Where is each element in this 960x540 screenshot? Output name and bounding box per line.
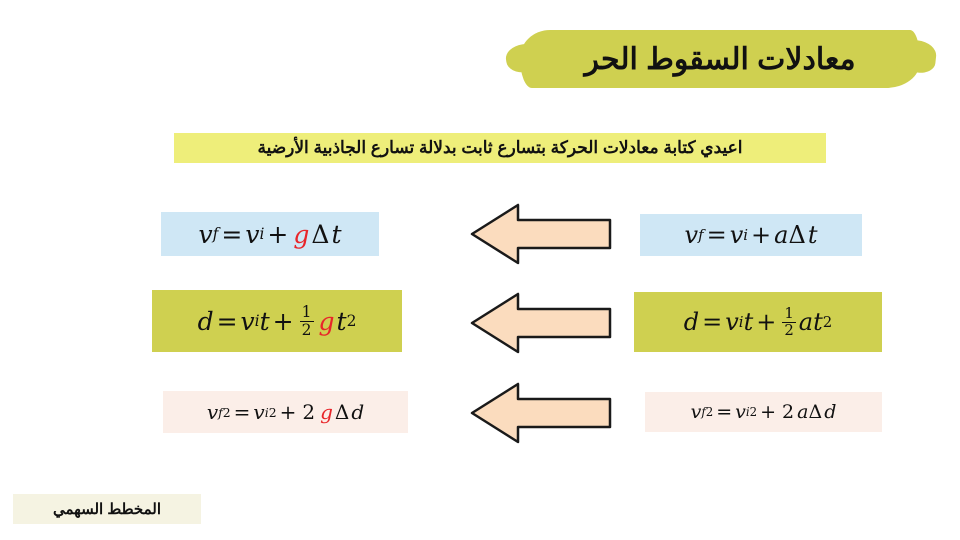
subscript-f: f: [212, 225, 219, 243]
symbol-g: g: [293, 219, 310, 249]
symbol-a: a: [798, 308, 814, 336]
symbol-a: a: [797, 401, 809, 423]
title-banner: [520, 30, 920, 88]
symbol-v: v: [735, 401, 746, 423]
exponent-two: 2: [346, 312, 357, 330]
symbol-plus: +: [267, 219, 289, 249]
symbol-t: t: [259, 306, 270, 336]
symbol-equals: =: [233, 400, 251, 424]
exponent-two: 2: [749, 405, 758, 419]
left-arrow-icon: [470, 203, 612, 265]
exponent-two: 2: [222, 404, 231, 420]
symbol-t: t: [331, 219, 342, 249]
symbol-g: g: [320, 400, 333, 424]
coefficient-two: 2: [782, 401, 795, 423]
symbol-equals: =: [702, 308, 723, 336]
exponent-two: 2: [705, 405, 714, 419]
symbol-d: d: [683, 308, 700, 336]
subscript-f: f: [698, 226, 704, 244]
fraction-one-half: [300, 304, 314, 338]
symbol-a: a: [774, 221, 789, 249]
symbol-t: t: [813, 308, 823, 336]
symbol-equals: =: [216, 306, 238, 336]
footer-label: المخطط السهمي: [13, 494, 201, 524]
symbol-plus: +: [272, 306, 294, 336]
symbol-equals: =: [706, 221, 727, 249]
subscript-i: i: [264, 404, 269, 420]
equation-converted-velocity: [161, 212, 379, 256]
symbol-plus: +: [279, 400, 297, 424]
subscript-f: f: [218, 404, 223, 420]
coefficient-two: 2: [302, 400, 316, 424]
page-title: معادلات السقوط الحر: [584, 42, 856, 76]
fraction-denominator: 2: [301, 320, 312, 339]
equation-converted-displacement: [152, 290, 402, 352]
subscript-i: i: [743, 226, 749, 244]
subscript-i: i: [259, 225, 265, 243]
symbol-delta: Δ: [334, 400, 350, 424]
subscript-i: i: [745, 405, 750, 419]
symbol-v: v: [684, 221, 699, 249]
symbol-d: d: [197, 306, 214, 336]
subscript-i: i: [738, 313, 744, 331]
symbol-d: d: [351, 400, 365, 424]
symbol-delta: Δ: [808, 401, 823, 423]
exponent-two: 2: [268, 404, 277, 420]
symbol-v: v: [729, 221, 744, 249]
equation-original-velocity-squared: [645, 392, 882, 432]
symbol-v: v: [690, 401, 702, 423]
fraction-numerator: 1: [784, 303, 794, 322]
symbol-v: v: [253, 400, 265, 424]
symbol-t: t: [743, 308, 754, 336]
symbol-g: g: [318, 306, 335, 336]
left-arrow-icon: [470, 382, 612, 444]
symbol-v: v: [725, 308, 739, 336]
subscript-f: f: [701, 405, 706, 419]
equation-original-displacement: [634, 292, 882, 352]
instruction-strip: اعيدي كتابة معادلات الحركة بتسارع ثابت بدلالة تسارع الجاذبية الأرضية: [174, 133, 826, 163]
symbol-delta: Δ: [311, 219, 330, 249]
symbol-t: t: [807, 221, 818, 249]
fraction-numerator: 1: [301, 303, 312, 322]
subscript-i: i: [254, 312, 260, 330]
equation-converted-velocity-squared: [163, 391, 408, 433]
fraction-one-half: [782, 303, 795, 339]
symbol-equals: =: [716, 401, 733, 423]
symbol-plus: +: [751, 221, 772, 249]
fraction-denominator: 2: [784, 320, 794, 339]
exponent-two: 2: [822, 313, 833, 331]
symbol-v: v: [198, 219, 213, 249]
symbol-plus: +: [756, 308, 777, 336]
symbol-t: t: [336, 306, 347, 336]
symbol-v: v: [245, 219, 260, 249]
symbol-d: d: [824, 401, 837, 423]
symbol-v: v: [240, 306, 255, 336]
symbol-equals: =: [221, 219, 243, 249]
symbol-delta: Δ: [788, 221, 806, 249]
symbol-plus: +: [760, 401, 777, 423]
symbol-v: v: [206, 400, 219, 424]
equation-original-velocity: [640, 214, 862, 256]
left-arrow-icon: [470, 292, 612, 354]
